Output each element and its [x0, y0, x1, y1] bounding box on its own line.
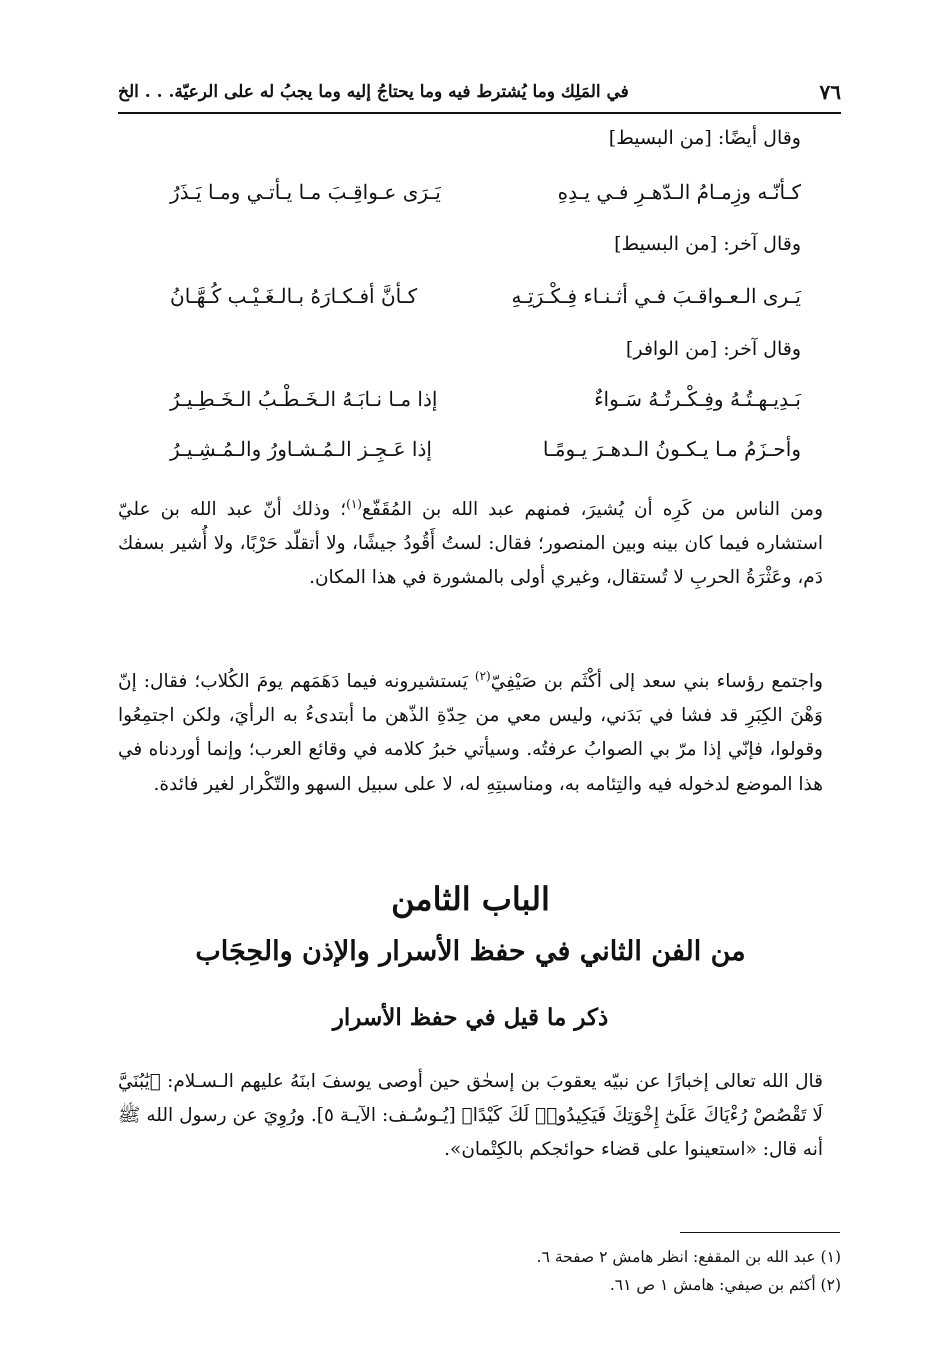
poem-verse: [170, 437, 801, 473]
section-heading: من الفن الثاني في حفظ الأسرار والإذن والحِجَاب: [195, 936, 746, 967]
verse-second-hemistich: إذا عَـجِـز الـمُـشـاورُ والـمُـشِـيـرُ: [170, 437, 432, 461]
paragraph-text: واجتمع رؤساء بني سعد إلى أكْثَم بن صَيْفِيّ: [490, 671, 823, 692]
verse-first-hemistich: كـأنّـه وزِمـامُ الـدّهـرِ فـي يـدِهِ: [557, 180, 801, 204]
verse-first-hemistich: بَـدِيـهـتُـهُ وفِـكْـرتُـهُ سَـواءٌ: [594, 387, 801, 411]
poem-verse: [170, 284, 801, 320]
verse-second-hemistich: كـأنَّ أفـكـارَهُ بـالـغَـيْـب كُـهَّـانُ: [170, 284, 418, 308]
running-title: في المَلِك وما يُشترط فيه وما يحتاجُ إليه وما يجبُ له على الرعيّة. . . الخ: [118, 82, 629, 102]
subsection-heading: ذكر ما قيل في حفظ الأسرار: [332, 1004, 609, 1031]
verse-second-hemistich: إذا مـا نـابَـهُ الـخَـطْـبُ الـخَـطِـيـرُ: [170, 387, 438, 411]
page-header: [118, 72, 841, 114]
poem-intro: وقال أيضًا: [من البسيط]: [608, 127, 801, 149]
paragraph-text: ومن الناس من كَرِه أن يُشيرَ، فمنهم عبد الله بن المُقَفّع: [361, 499, 823, 520]
paragraph-aktham: [118, 665, 823, 802]
paragraph-secrets: قال الله تعالى إخبارًا عن نبيّه يعقوبَ بن إسحٰق حين أوصى يوسفَ ابنَهُ عليهم الـسـلام: ﴿يَٰبُنَيَّ لَا تَقْصُصْ رُءْيَاكَ عَلَىٰٓ إِخْوَتِكَ فَيَكِيدُوا۟ لَكَ كَيْدًا﴾ [يُـوسُـف: الآيـة ٥]. ورُوِيَ عن رسول الله ﷺ أنه قال: «استعينوا على قضاء حوائجكم بالكِتْمان».: [118, 1071, 823, 1161]
verse-second-hemistich: يَـرَى عـواقِـبَ مـا يـأتـي ومـا يَـذَرُ: [170, 180, 441, 204]
paragraph-ibn-muqaffa: [118, 493, 823, 596]
chapter-heading: الباب الثامن: [391, 880, 550, 918]
verse-first-hemistich: يَـرى الـعـواقـبَ فـي أثـنـاء فِـكْـرَتِـهِ: [511, 284, 801, 308]
page-number: ٧٦: [819, 80, 841, 104]
footnote-divider: [680, 1232, 840, 1233]
footnote: (١) عبد الله بن المقفع: انظر هامش ٢ صفحة ٦.: [536, 1248, 841, 1266]
poem-verse: [170, 387, 801, 423]
footnotes: [537, 1243, 841, 1299]
poem-intro: وقال آخر: [من الوافر]: [625, 338, 801, 360]
footnote: (٢) أكثم بن صيفي: هامش ١ ص ٦١.: [609, 1276, 841, 1294]
footnote-marker: (٢): [474, 668, 491, 683]
poem-intro: وقال آخر: [من البسيط]: [614, 233, 801, 255]
paragraph-text: يَستشيرونه فيما دَهَمَهم يومَ الكُلاب؛ فقال: إنّ وَهْنَ الكِبَرِ قد فشا في بَدَني، وليس معي من حِدّةِ الذّهن ما أبتدىءُ به الرأيَ، ولكن اجتمِعُوا وقولوا، فإنّي إذا مرّ بي الصوابُ عرفتُه. وسيأتي خبرُ كلامه في وقائع العرب؛ وإنما أوردناه في هذا الموضع لدخوله فيه والتِئامه به، ومناسبتِهِ له، لا على سبيل السهو والتّكْرار لغير فائدة.: [118, 671, 823, 795]
verse-first-hemistich: وأحـزَمُ مـا يـكـونُ الـدهـرَ يـومًـا: [542, 437, 801, 461]
poem-verse: [170, 180, 801, 216]
footnote-marker: (١): [346, 496, 362, 511]
paragraph-text: ؛ وذلك أنّ عبد الله بن عليّ استشاره فيما كان بينه وبين المنصور؛ فقال: لستُ أَقُودُ جيشًا، ولا أتقلّد حَرْبًا، ولا أُشير بسفك دَم، وعَثْرَةُ الحربِ لا تُستقال، وغيري أولى بالمشورة في هذا المكان.: [118, 499, 823, 589]
